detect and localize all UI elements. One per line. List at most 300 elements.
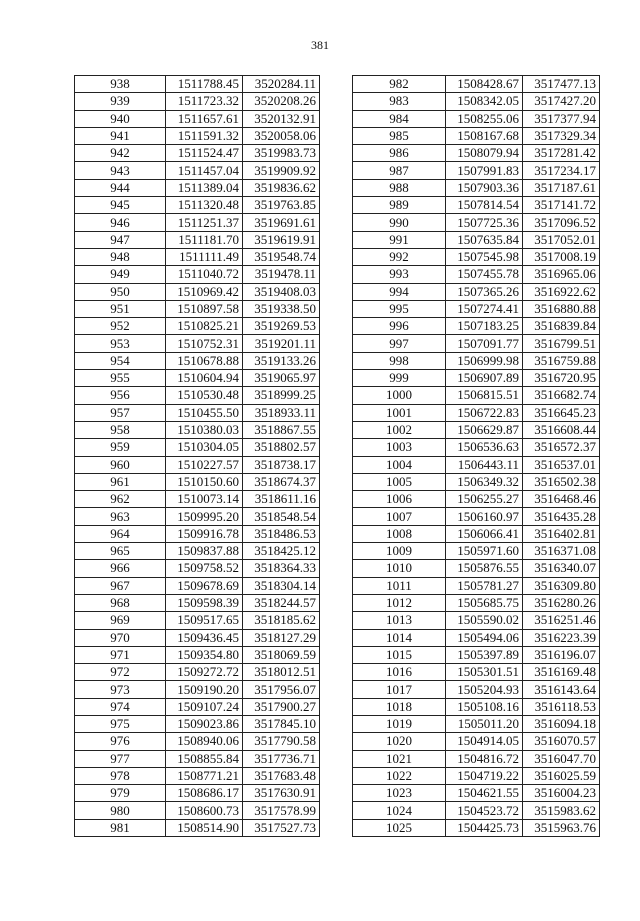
y-coordinate-cell: 3519133.26 [243,352,320,369]
point-number-cell: 966 [75,560,166,577]
x-coordinate-cell: 1504719.22 [446,767,523,784]
table-row [75,560,320,577]
table-row [75,214,320,231]
y-coordinate-cell: 3517630.91 [243,785,320,802]
coordinate-table-right [352,75,600,837]
point-number-cell: 955 [75,370,166,387]
x-coordinate-cell: 1504914.05 [446,733,523,750]
x-coordinate-cell: 1508686.17 [166,785,243,802]
y-coordinate-cell: 3520284.11 [243,76,320,93]
point-number-cell: 980 [75,802,166,819]
point-number-cell: 970 [75,629,166,646]
x-coordinate-cell: 1505301.51 [446,664,523,681]
point-number-cell: 1008 [353,525,446,542]
point-number-cell: 1002 [353,421,446,438]
point-number-cell: 1024 [353,802,446,819]
y-coordinate-cell: 3516645.23 [523,404,600,421]
table-row [75,664,320,681]
table-row [75,162,320,179]
x-coordinate-cell: 1509272.72 [166,664,243,681]
x-coordinate-cell: 1511040.72 [166,266,243,283]
table-row [75,421,320,438]
x-coordinate-cell: 1506066.41 [446,525,523,542]
y-coordinate-cell: 3516682.74 [523,387,600,404]
table-row [75,733,320,750]
table-row [353,767,600,784]
x-coordinate-cell: 1509107.24 [166,698,243,715]
table-row [353,681,600,698]
x-coordinate-cell: 1505876.55 [446,560,523,577]
table-row [75,110,320,127]
table-row [353,491,600,508]
point-number-cell: 952 [75,318,166,335]
table-row [75,370,320,387]
x-coordinate-cell: 1504816.72 [446,750,523,767]
y-coordinate-cell: 3517141.72 [523,197,600,214]
y-coordinate-cell: 3518127.29 [243,629,320,646]
x-coordinate-cell: 1506443.11 [446,456,523,473]
y-coordinate-cell: 3517683.48 [243,767,320,784]
table-row [75,93,320,110]
table-row [353,629,600,646]
y-coordinate-cell: 3516572.37 [523,439,600,456]
table-row [353,110,600,127]
x-coordinate-cell: 1508342.05 [446,93,523,110]
y-coordinate-cell: 3519619.91 [243,231,320,248]
y-coordinate-cell: 3517281.42 [523,145,600,162]
y-coordinate-cell: 3515963.76 [523,819,600,836]
y-coordinate-cell: 3516070.57 [523,733,600,750]
point-number-cell: 960 [75,456,166,473]
point-number-cell: 1023 [353,785,446,802]
x-coordinate-cell: 1505204.93 [446,681,523,698]
y-coordinate-cell: 3518185.62 [243,612,320,629]
x-coordinate-cell: 1508255.06 [446,110,523,127]
table-row [75,491,320,508]
y-coordinate-cell: 3519548.74 [243,248,320,265]
table-row [353,802,600,819]
y-coordinate-cell: 3519909.92 [243,162,320,179]
y-coordinate-cell: 3515983.62 [523,802,600,819]
point-number-cell: 993 [353,266,446,283]
y-coordinate-cell: 3517052.01 [523,231,600,248]
table-row [75,231,320,248]
y-coordinate-cell: 3519201.11 [243,335,320,352]
y-coordinate-cell: 3517578.99 [243,802,320,819]
table-row [75,335,320,352]
y-coordinate-cell: 3517477.13 [523,76,600,93]
x-coordinate-cell: 1508940.06 [166,733,243,750]
x-coordinate-cell: 1510455.50 [166,404,243,421]
y-coordinate-cell: 3517790.58 [243,733,320,750]
y-coordinate-cell: 3516280.26 [523,594,600,611]
table-row [353,404,600,421]
table-row [353,127,600,144]
x-coordinate-cell: 1509517.65 [166,612,243,629]
x-coordinate-cell: 1507365.26 [446,283,523,300]
table-row [75,456,320,473]
table-row [353,525,600,542]
x-coordinate-cell: 1506815.51 [446,387,523,404]
point-number-cell: 1007 [353,508,446,525]
coordinate-table-left [74,75,320,837]
table-row [75,681,320,698]
y-coordinate-cell: 3516799.51 [523,335,600,352]
x-coordinate-cell: 1508600.73 [166,802,243,819]
table-row [353,214,600,231]
point-number-cell: 983 [353,93,446,110]
y-coordinate-cell: 3516196.07 [523,646,600,663]
x-coordinate-cell: 1504523.72 [446,802,523,819]
y-coordinate-cell: 3517956.07 [243,681,320,698]
x-coordinate-cell: 1511320.48 [166,197,243,214]
y-coordinate-cell: 3518674.37 [243,473,320,490]
x-coordinate-cell: 1505971.60 [446,543,523,560]
y-coordinate-cell: 3517527.73 [243,819,320,836]
point-number-cell: 1000 [353,387,446,404]
y-coordinate-cell: 3516371.08 [523,543,600,560]
table-row [75,300,320,317]
x-coordinate-cell: 1508855.84 [166,750,243,767]
y-coordinate-cell: 3518069.59 [243,646,320,663]
point-number-cell: 956 [75,387,166,404]
y-coordinate-cell: 3519408.03 [243,283,320,300]
point-number-cell: 967 [75,577,166,594]
table-row [353,456,600,473]
point-number-cell: 950 [75,283,166,300]
table-row [353,664,600,681]
table-row [75,352,320,369]
y-coordinate-cell: 3517845.10 [243,715,320,732]
y-coordinate-cell: 3519338.50 [243,300,320,317]
point-number-cell: 949 [75,266,166,283]
point-number-cell: 939 [75,93,166,110]
table-row [353,370,600,387]
x-coordinate-cell: 1507455.78 [446,266,523,283]
x-coordinate-cell: 1507545.98 [446,248,523,265]
point-number-cell: 985 [353,127,446,144]
y-coordinate-cell: 3517187.61 [523,179,600,196]
x-coordinate-cell: 1505685.75 [446,594,523,611]
point-number-cell: 995 [353,300,446,317]
point-number-cell: 942 [75,145,166,162]
y-coordinate-cell: 3518867.55 [243,421,320,438]
table-row [353,715,600,732]
point-number-cell: 951 [75,300,166,317]
y-coordinate-cell: 3519983.73 [243,145,320,162]
y-coordinate-cell: 3516094.18 [523,715,600,732]
point-number-cell: 945 [75,197,166,214]
x-coordinate-cell: 1507274.41 [446,300,523,317]
y-coordinate-cell: 3518486.53 [243,525,320,542]
table-row [75,612,320,629]
x-coordinate-cell: 1506907.89 [446,370,523,387]
point-number-cell: 1011 [353,577,446,594]
point-number-cell: 962 [75,491,166,508]
table-row [75,145,320,162]
x-coordinate-cell: 1508079.94 [446,145,523,162]
x-coordinate-cell: 1504621.55 [446,785,523,802]
x-coordinate-cell: 1506722.83 [446,404,523,421]
x-coordinate-cell: 1511723.32 [166,93,243,110]
y-coordinate-cell: 3516169.48 [523,664,600,681]
table-row [353,179,600,196]
point-number-cell: 998 [353,352,446,369]
y-coordinate-cell: 3518999.25 [243,387,320,404]
point-number-cell: 965 [75,543,166,560]
table-row [353,352,600,369]
table-row [353,646,600,663]
x-coordinate-cell: 1506536.63 [446,439,523,456]
x-coordinate-cell: 1511181.70 [166,231,243,248]
table-row [353,733,600,750]
table-row [75,387,320,404]
y-coordinate-cell: 3516839.84 [523,318,600,335]
table-row [75,508,320,525]
x-coordinate-cell: 1507183.25 [446,318,523,335]
point-number-cell: 946 [75,214,166,231]
point-number-cell: 1022 [353,767,446,784]
x-coordinate-cell: 1507991.83 [446,162,523,179]
y-coordinate-cell: 3516025.59 [523,767,600,784]
table-row [75,473,320,490]
point-number-cell: 964 [75,525,166,542]
x-coordinate-cell: 1507091.77 [446,335,523,352]
x-coordinate-cell: 1511251.37 [166,214,243,231]
x-coordinate-cell: 1509995.20 [166,508,243,525]
y-coordinate-cell: 3519763.85 [243,197,320,214]
table-row [353,145,600,162]
x-coordinate-cell: 1509354.80 [166,646,243,663]
point-number-cell: 1021 [353,750,446,767]
point-number-cell: 1009 [353,543,446,560]
table-row [75,750,320,767]
point-number-cell: 953 [75,335,166,352]
table-row [353,819,600,836]
point-number-cell: 989 [353,197,446,214]
y-coordinate-cell: 3516340.07 [523,560,600,577]
table-row [75,577,320,594]
x-coordinate-cell: 1505108.16 [446,698,523,715]
x-coordinate-cell: 1511524.47 [166,145,243,162]
y-coordinate-cell: 3516118.53 [523,698,600,715]
table-row [75,525,320,542]
y-coordinate-cell: 3516223.39 [523,629,600,646]
point-number-cell: 975 [75,715,166,732]
x-coordinate-cell: 1510530.48 [166,387,243,404]
x-coordinate-cell: 1510150.60 [166,473,243,490]
point-number-cell: 973 [75,681,166,698]
table-row [353,318,600,335]
point-number-cell: 957 [75,404,166,421]
y-coordinate-cell: 3516004.23 [523,785,600,802]
x-coordinate-cell: 1511111.49 [166,248,243,265]
point-number-cell: 1020 [353,733,446,750]
point-number-cell: 1010 [353,560,446,577]
point-number-cell: 1018 [353,698,446,715]
point-number-cell: 963 [75,508,166,525]
table-row [75,698,320,715]
point-number-cell: 990 [353,214,446,231]
x-coordinate-cell: 1505011.20 [446,715,523,732]
x-coordinate-cell: 1505494.06 [446,629,523,646]
table-row [353,577,600,594]
table-row [75,646,320,663]
y-coordinate-cell: 3518304.14 [243,577,320,594]
y-coordinate-cell: 3518364.33 [243,560,320,577]
table-row [353,76,600,93]
table-row [75,318,320,335]
x-coordinate-cell: 1509837.88 [166,543,243,560]
point-number-cell: 984 [353,110,446,127]
table-row [75,819,320,836]
table-row [353,231,600,248]
point-number-cell: 1005 [353,473,446,490]
point-number-cell: 959 [75,439,166,456]
y-coordinate-cell: 3519478.11 [243,266,320,283]
point-number-cell: 997 [353,335,446,352]
x-coordinate-cell: 1510604.94 [166,370,243,387]
y-coordinate-cell: 3519836.62 [243,179,320,196]
x-coordinate-cell: 1504425.73 [446,819,523,836]
point-number-cell: 974 [75,698,166,715]
y-coordinate-cell: 3516965.06 [523,266,600,283]
point-number-cell: 991 [353,231,446,248]
point-number-cell: 977 [75,750,166,767]
x-coordinate-cell: 1507903.36 [446,179,523,196]
point-number-cell: 992 [353,248,446,265]
x-coordinate-cell: 1506629.87 [446,421,523,438]
x-coordinate-cell: 1510304.05 [166,439,243,456]
table-row [75,197,320,214]
x-coordinate-cell: 1509916.78 [166,525,243,542]
x-coordinate-cell: 1507635.84 [446,231,523,248]
table-body-right [353,76,600,837]
point-number-cell: 1013 [353,612,446,629]
y-coordinate-cell: 3517900.27 [243,698,320,715]
y-coordinate-cell: 3517096.52 [523,214,600,231]
point-number-cell: 1006 [353,491,446,508]
table-row [353,93,600,110]
y-coordinate-cell: 3518802.57 [243,439,320,456]
y-coordinate-cell: 3518933.11 [243,404,320,421]
table-row [75,248,320,265]
x-coordinate-cell: 1507725.36 [446,214,523,231]
point-number-cell: 947 [75,231,166,248]
point-number-cell: 982 [353,76,446,93]
table-row [353,162,600,179]
table-row [353,473,600,490]
table-row [353,266,600,283]
point-number-cell: 948 [75,248,166,265]
table-row [75,715,320,732]
x-coordinate-cell: 1505781.27 [446,577,523,594]
point-number-cell: 981 [75,819,166,836]
y-coordinate-cell: 3519269.53 [243,318,320,335]
y-coordinate-cell: 3516502.38 [523,473,600,490]
x-coordinate-cell: 1510678.88 [166,352,243,369]
table-row [353,197,600,214]
y-coordinate-cell: 3520208.26 [243,93,320,110]
x-coordinate-cell: 1509023.86 [166,715,243,732]
y-coordinate-cell: 3516047.70 [523,750,600,767]
point-number-cell: 961 [75,473,166,490]
table-row [75,283,320,300]
y-coordinate-cell: 3519691.61 [243,214,320,231]
table-row [353,300,600,317]
y-coordinate-cell: 3516922.62 [523,283,600,300]
point-number-cell: 958 [75,421,166,438]
table-row [75,802,320,819]
y-coordinate-cell: 3516309.80 [523,577,600,594]
x-coordinate-cell: 1509598.39 [166,594,243,611]
x-coordinate-cell: 1505397.89 [446,646,523,663]
table-row [353,785,600,802]
y-coordinate-cell: 3520058.06 [243,127,320,144]
y-coordinate-cell: 3516537.01 [523,456,600,473]
point-number-cell: 1017 [353,681,446,698]
y-coordinate-cell: 3516251.46 [523,612,600,629]
table-row [353,283,600,300]
x-coordinate-cell: 1506160.97 [446,508,523,525]
point-number-cell: 1001 [353,404,446,421]
x-coordinate-cell: 1511389.04 [166,179,243,196]
table-row [353,248,600,265]
table-row [75,76,320,93]
y-coordinate-cell: 3518425.12 [243,543,320,560]
point-number-cell: 941 [75,127,166,144]
table-row [75,543,320,560]
point-number-cell: 938 [75,76,166,93]
point-number-cell: 943 [75,162,166,179]
x-coordinate-cell: 1510227.57 [166,456,243,473]
y-coordinate-cell: 3517427.20 [523,93,600,110]
y-coordinate-cell: 3517329.34 [523,127,600,144]
point-number-cell: 987 [353,162,446,179]
y-coordinate-cell: 3517377.94 [523,110,600,127]
point-number-cell: 988 [353,179,446,196]
table-row [353,439,600,456]
y-coordinate-cell: 3516608.44 [523,421,600,438]
y-coordinate-cell: 3518738.17 [243,456,320,473]
y-coordinate-cell: 3516468.46 [523,491,600,508]
point-number-cell: 979 [75,785,166,802]
table-row [75,767,320,784]
y-coordinate-cell: 3519065.97 [243,370,320,387]
point-number-cell: 1003 [353,439,446,456]
x-coordinate-cell: 1510752.31 [166,335,243,352]
x-coordinate-cell: 1511591.32 [166,127,243,144]
x-coordinate-cell: 1509436.45 [166,629,243,646]
x-coordinate-cell: 1509758.52 [166,560,243,577]
table-row [353,560,600,577]
table-row [353,335,600,352]
point-number-cell: 1016 [353,664,446,681]
y-coordinate-cell: 3518548.54 [243,508,320,525]
table-row [353,543,600,560]
point-number-cell: 971 [75,646,166,663]
point-number-cell: 994 [353,283,446,300]
table-row [75,266,320,283]
table-row [353,594,600,611]
x-coordinate-cell: 1506255.27 [446,491,523,508]
x-coordinate-cell: 1507814.54 [446,197,523,214]
table-row [353,508,600,525]
page-number: 381 [311,38,329,52]
table-row [353,421,600,438]
y-coordinate-cell: 3518244.57 [243,594,320,611]
point-number-cell: 944 [75,179,166,196]
